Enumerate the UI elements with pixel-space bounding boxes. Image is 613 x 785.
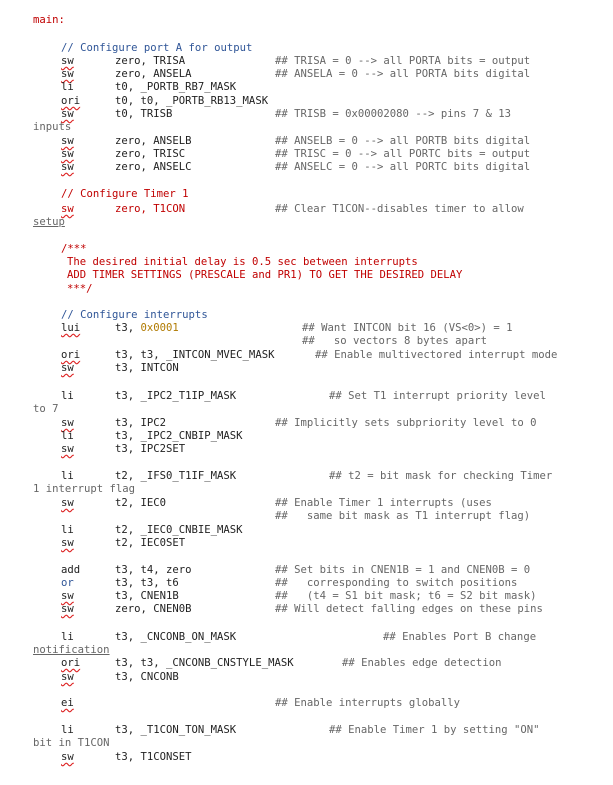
opcode: sw xyxy=(61,135,74,147)
opcode: li xyxy=(61,390,74,402)
comment: ## Set T1 interrupt priority level xyxy=(329,390,546,402)
opcode: li xyxy=(61,470,74,482)
operands: t3, IPC2 xyxy=(115,417,167,429)
opcode: sw xyxy=(61,590,74,602)
block-comment-line: The desired initial delay is 0.5 sec between interrupts xyxy=(67,256,418,268)
opcode: sw xyxy=(61,417,74,429)
comment: ## Enable Timer 1 by setting "ON" xyxy=(329,724,540,736)
block-comment-line: ADD TIMER SETTINGS (PRESCALE and PR1) TO GET THE DESIRED DELAY xyxy=(67,269,463,281)
comment-wrap: notification xyxy=(33,644,110,656)
comment: ## Enable multivectored interrupt mode xyxy=(315,349,558,361)
operands: t0, _PORTB_RB7_MASK xyxy=(115,81,237,93)
opcode: ei xyxy=(61,697,74,709)
comment-wrap: setup xyxy=(33,216,65,228)
comment: ## so vectors 8 bytes apart xyxy=(302,335,487,347)
comment: ## Enable Timer 1 interrupts (uses xyxy=(275,497,492,509)
opcode: sw xyxy=(61,161,74,173)
operands: t0, TRISB xyxy=(115,108,173,120)
operand-register: t3, xyxy=(115,322,141,334)
operands: t3, _T1CON_TON_MASK xyxy=(115,724,237,736)
block-comment-open: /*** xyxy=(61,243,87,255)
operands: zero, TRISC xyxy=(115,148,186,160)
operands: t3, CNEN1B xyxy=(115,590,179,602)
operands: t3, _IPC2_CNBIP_MASK xyxy=(115,430,243,442)
operands: t3, t3, _CNCONB_CNSTYLE_MASK xyxy=(115,657,294,669)
comment: ## Will detect falling edges on these pins xyxy=(275,603,543,615)
comment: ## Want INTCON bit 16 (VS<0>) = 1 xyxy=(302,322,513,334)
opcode: add xyxy=(61,564,81,576)
comment: ## ANSELB = 0 --> all PORTB bits digital xyxy=(275,135,531,147)
opcode: ori xyxy=(61,657,81,669)
comment-configure-port-a: // Configure port A for output xyxy=(61,42,253,54)
operands: t3, t3, _INTCON_MVEC_MASK xyxy=(115,349,275,361)
comment: ## same bit mask as T1 interrupt flag) xyxy=(275,510,531,522)
opcode: sw xyxy=(61,443,74,455)
opcode: sw xyxy=(61,537,74,549)
comment: ## corresponding to switch positions xyxy=(275,577,518,589)
comment: ## t2 = bit mask for checking Timer xyxy=(329,470,553,482)
comment-wrap: 1 interrupt flag xyxy=(33,483,136,495)
operands: zero, ANSELB xyxy=(115,135,192,147)
opcode: sw xyxy=(61,603,74,615)
opcode: li xyxy=(61,631,74,643)
comment: ## TRISA = 0 --> all PORTA bits = output xyxy=(275,55,531,67)
opcode: li xyxy=(61,430,74,442)
operands: zero, TRISA xyxy=(115,55,186,67)
operands: t3, _IPC2_T1IP_MASK xyxy=(115,390,237,402)
comment: ## TRISB = 0x00002080 --> pins 7 & 13 xyxy=(275,108,511,120)
comment: ## TRISC = 0 --> all PORTC bits = output xyxy=(275,148,531,160)
operands: t3, IPC2SET xyxy=(115,443,186,455)
opcode: sw xyxy=(61,55,74,67)
comment-wrap: to 7 xyxy=(33,403,59,415)
comment: ## ANSELC = 0 --> all PORTC bits digital xyxy=(275,161,531,173)
comment: ## Set bits in CNEN1B = 1 and CNEN0B = 0 xyxy=(275,564,531,576)
comment: ## Enables edge detection xyxy=(342,657,502,669)
operands: t0, t0, _PORTB_RB13_MASK xyxy=(115,95,269,107)
comment: ## (t4 = S1 bit mask; t6 = S2 bit mask) xyxy=(275,590,537,602)
operands: t3, t3, t6 xyxy=(115,577,179,589)
operands: zero, T1CON xyxy=(115,203,186,215)
opcode: sw xyxy=(61,203,74,215)
operands: zero, ANSELC xyxy=(115,161,192,173)
operands: t3, INTCON xyxy=(115,362,179,374)
label-main: main: xyxy=(33,14,65,26)
opcode: li xyxy=(61,524,74,536)
operands: zero, ANSELA xyxy=(115,68,192,80)
opcode: ori xyxy=(61,349,81,361)
operands: t3, CNCONB xyxy=(115,671,179,683)
comment-configure-interrupts: // Configure interrupts xyxy=(61,309,208,321)
operands: t3, _CNCONB_ON_MASK xyxy=(115,631,237,643)
opcode: li xyxy=(61,724,74,736)
opcode: ori xyxy=(61,95,81,107)
opcode: sw xyxy=(61,68,74,80)
operands: zero, CNEN0B xyxy=(115,603,192,615)
opcode: sw xyxy=(61,497,74,509)
operands: t2, _IFS0_T1IF_MASK xyxy=(115,470,237,482)
comment-wrap: bit in T1CON xyxy=(33,737,110,749)
operands: t2, IEC0 xyxy=(115,497,167,509)
comment-configure-timer: // Configure Timer 1 xyxy=(61,188,189,200)
operand-immediate: 0x0001 xyxy=(140,322,179,334)
operands: t3, T1CONSET xyxy=(115,751,192,763)
operands: t2, _IEC0_CNBIE_MASK xyxy=(115,524,243,536)
comment: ## Implicitly sets subpriority level to 0 xyxy=(275,417,537,429)
operands xyxy=(115,322,179,334)
comment-wrap: inputs xyxy=(33,121,72,133)
opcode: sw xyxy=(61,362,74,374)
operands: t3, t4, zero xyxy=(115,564,192,576)
opcode: lui xyxy=(61,322,81,334)
comment: ## Clear T1CON--disables timer to allow xyxy=(275,203,524,215)
comment: ## ANSELA = 0 --> all PORTA bits digital xyxy=(275,68,531,80)
operands: t2, IEC0SET xyxy=(115,537,186,549)
block-comment-close: ***/ xyxy=(67,283,93,295)
opcode: sw xyxy=(61,671,74,683)
comment: ## Enable interrupts globally xyxy=(275,697,460,709)
opcode: sw xyxy=(61,148,74,160)
comment: ## Enables Port B change xyxy=(383,631,537,643)
opcode: sw xyxy=(61,108,74,120)
opcode: li xyxy=(61,81,74,93)
opcode: or xyxy=(61,577,74,589)
opcode: sw xyxy=(61,751,74,763)
